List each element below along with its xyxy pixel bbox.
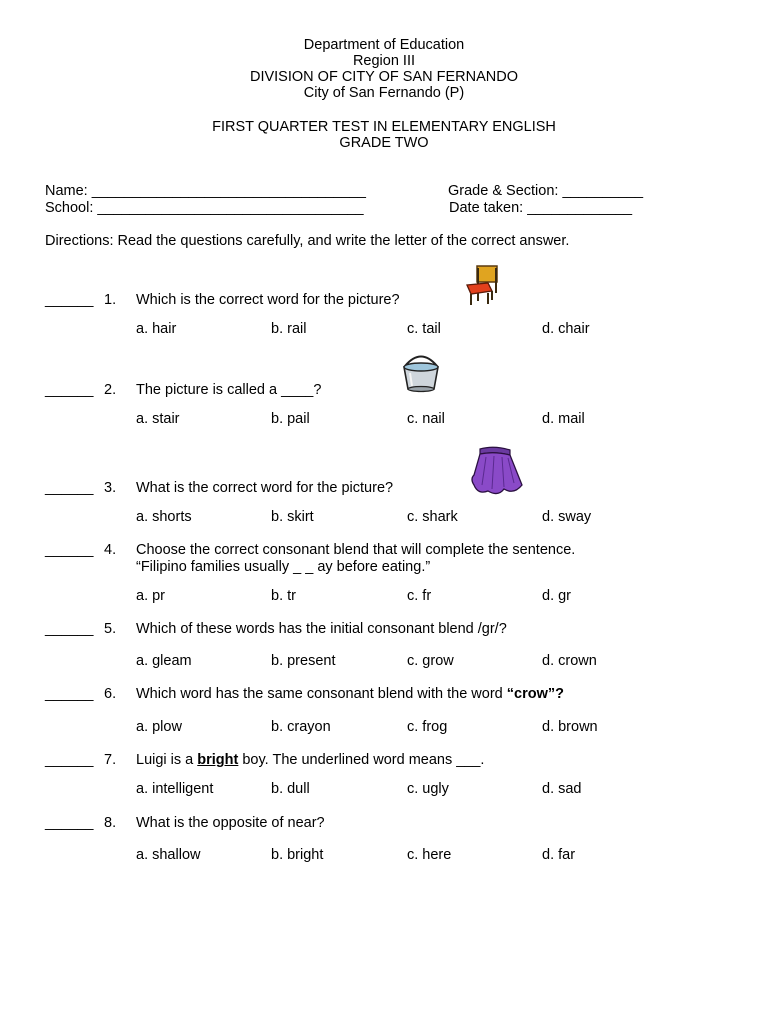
underlined-word: bright	[197, 752, 239, 768]
option-a: a. pr	[136, 588, 166, 604]
option-d: d. gr	[542, 588, 572, 604]
option-a: a. hair	[136, 321, 177, 337]
school-line: _________________________________	[97, 200, 364, 216]
question-number: 7.	[104, 752, 117, 768]
option-c: c. tail	[407, 321, 441, 337]
answer-blank[interactable]: ______	[45, 480, 94, 496]
option-d: d. mail	[542, 411, 585, 427]
question-text-end: boy. The underlined word means ___.	[238, 752, 485, 768]
answer-blank[interactable]: ______	[45, 621, 94, 637]
question-number: 1.	[104, 292, 117, 308]
question-text: The picture is called a ____?	[136, 382, 322, 398]
answer-blank[interactable]: ______	[45, 292, 94, 308]
name-field[interactable]	[45, 182, 366, 200]
option-b: b. present	[271, 653, 336, 669]
question-number: 6.	[104, 686, 117, 702]
question-number: 3.	[104, 480, 117, 496]
question-text-start: Luigi is a	[136, 752, 198, 768]
option-b: b. pail	[271, 411, 310, 427]
option-c: c. ugly	[407, 781, 449, 797]
option-b: b. rail	[271, 321, 307, 337]
header-region: Region III	[352, 53, 416, 69]
option-a: a. plow	[136, 719, 182, 735]
answer-blank[interactable]: ______	[45, 815, 94, 831]
question-text: Choose the correct consonant blend that will complete the sentence.	[136, 542, 576, 558]
date-taken-label: Date taken:	[449, 200, 528, 216]
option-c: c. here	[407, 847, 452, 863]
option-b: b. tr	[271, 588, 296, 604]
grade-section-label: Grade & Section:	[448, 183, 563, 199]
name-label: Name:	[45, 183, 92, 199]
school-label: School:	[45, 200, 98, 216]
school-field[interactable]	[45, 199, 364, 217]
option-b: b. dull	[271, 781, 310, 797]
header-department: Department of Education	[303, 37, 465, 53]
option-d: d. crown	[542, 653, 597, 669]
option-d: d. far	[542, 847, 576, 863]
grade-section-line: __________	[562, 183, 644, 199]
option-a: a. shallow	[136, 847, 201, 863]
option-b: b. skirt	[271, 509, 314, 525]
question-number: 2.	[104, 382, 117, 398]
question-4-sentence: “Filipino families usually _ _ ay before eating.”	[136, 559, 431, 575]
question-text: Which is the correct word for the picture?	[136, 292, 400, 308]
test-title: FIRST QUARTER TEST IN ELEMENTARY ENGLISH	[212, 119, 556, 135]
question-text: Which of these words has the initial consonant blend /gr/?	[136, 621, 507, 637]
directions: Directions: Read the questions carefully, and write the letter of the correct answer.	[45, 233, 570, 249]
header-city: City of San Fernando (P)	[303, 85, 465, 101]
question-number: 5.	[104, 621, 117, 637]
option-a: a. intelligent	[136, 781, 214, 797]
option-a: a. gleam	[136, 653, 192, 669]
answer-blank[interactable]: ______	[45, 752, 94, 768]
chair-icon	[464, 263, 502, 307]
answer-blank[interactable]: ______	[45, 686, 94, 702]
question-text-start: Which word has the same consonant blend with the word	[136, 686, 507, 702]
option-d: d. brown	[542, 719, 598, 735]
question-text	[136, 751, 484, 769]
option-b: b. bright	[271, 847, 324, 863]
option-c: c. fr	[407, 588, 432, 604]
option-a: a. stair	[136, 411, 180, 427]
name-line: __________________________________	[91, 183, 366, 199]
answer-blank[interactable]: ______	[45, 382, 94, 398]
option-a: a. shorts	[136, 509, 192, 525]
answer-blank[interactable]: ______	[45, 542, 94, 558]
header-division: DIVISION OF CITY OF SAN FERNANDO	[249, 69, 518, 85]
option-c: c. grow	[407, 653, 454, 669]
grade-section-field[interactable]	[448, 182, 643, 200]
date-taken-line: _____________	[527, 200, 633, 216]
question-number: 4.	[104, 542, 117, 558]
pail-icon	[400, 353, 442, 393]
option-c: c. shark	[407, 509, 458, 525]
question-text	[136, 685, 564, 703]
option-c: c. nail	[407, 411, 445, 427]
option-d: d. sway	[542, 509, 592, 525]
option-d: d. sad	[542, 781, 582, 797]
option-c: c. frog	[407, 719, 448, 735]
question-text: What is the opposite of near?	[136, 815, 325, 831]
option-d: d. chair	[542, 321, 590, 337]
question-keyword: “crow”?	[506, 686, 564, 702]
question-text: What is the correct word for the picture?	[136, 480, 394, 496]
test-grade: GRADE TWO	[339, 135, 429, 151]
question-number: 8.	[104, 815, 117, 831]
option-b: b. crayon	[271, 719, 331, 735]
date-taken-field[interactable]	[449, 199, 632, 217]
skirt-icon	[468, 445, 524, 497]
